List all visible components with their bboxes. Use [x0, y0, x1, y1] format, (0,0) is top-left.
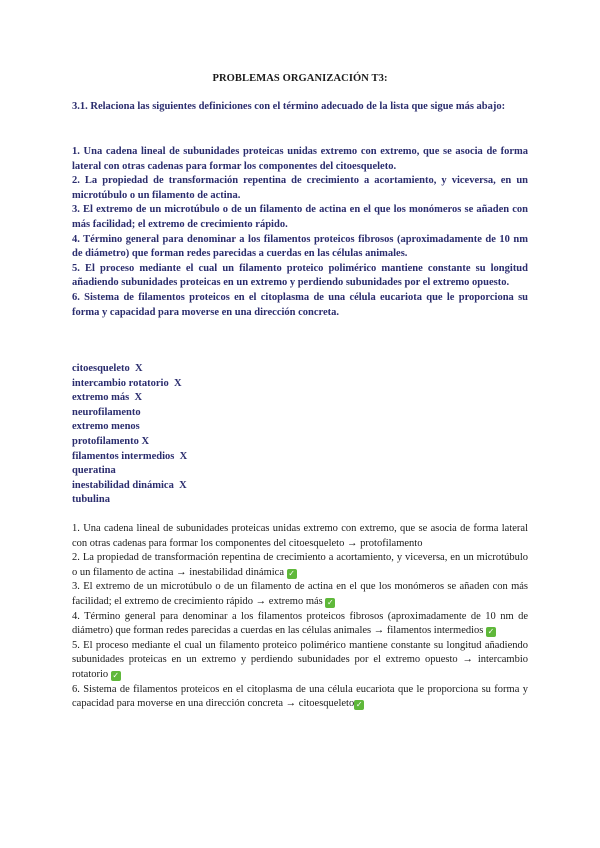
answer-text: 3. El extremo de un microtúbulo o de un filamento de actina en el que los monómeros se añaden con más facilidad; el extremo de crecimiento rápido → extremo más [72, 581, 528, 607]
question-item: 6. Sistema de filamentos proteicos en el citoplasma de una célula eucariota que le proporciona su forma y capacidad para moverse en una dirección concreta. [72, 291, 528, 318]
terms-list [72, 362, 372, 508]
term-item: queratina [72, 465, 116, 477]
answers-list [72, 522, 528, 712]
check-mark-icon: ✓ [487, 627, 495, 637]
term-item: extremo más X [72, 392, 143, 404]
check-mark-icon: ✓ [355, 700, 363, 710]
question-item: 2. La propiedad de transformación repentina de crecimiento a acortamiento, y viceversa, en un microtúbulo o un filamento de actina. [72, 175, 528, 201]
check-mark-icon: ✓ [288, 568, 295, 578]
term-item: tubulina [72, 494, 110, 506]
term-item: intercambio rotatorio X [72, 377, 182, 389]
term-item: extremo menos [72, 421, 140, 433]
answer-text: 4. Término general para denominar a los filamentos proteicos fibrosos (aproximadamente de 10 nm de diámetro) que forman redes parecidas a cuerdas en las células animales → filamentos intermedios [72, 610, 528, 637]
answer-item [72, 639, 528, 683]
exercise-intro: 3.1. Relaciona las siguientes definiciones con el término adecuado de la lista que sigue más abajo: [72, 101, 506, 112]
answer-item [72, 551, 528, 580]
page-title: PROBLEMAS ORGANIZACIÓN T3: [212, 73, 388, 84]
answer-text: 5. El proceso mediante el cual un filamento proteico polimérico mantiene constante su longitud añadiendo subunidades proteicas en un extremo y perdiendo subunidades por el extremo opuesto → intercambio rotatorio [72, 639, 528, 680]
questions-list [72, 145, 528, 320]
answer-item [72, 683, 528, 712]
term-item: filamentos intermedios X [72, 450, 188, 462]
answer-item [72, 580, 528, 609]
answer-item [72, 522, 528, 551]
term-item: protofilamento X [72, 435, 150, 447]
check-mark-icon: ✓ [112, 670, 120, 680]
question-item: 4. Término general para denominar a los filamentos proteicos fibrosos (aproximadamente de 10 nm de diámetro) que forman redes parecidas a cuerdas en las células animales. [72, 233, 528, 260]
answer-item [72, 610, 528, 639]
question-item: 5. El proceso mediante el cual un filamento proteico polimérico mantiene constante su longitud añadiendo subunidades proteicas en un extremo y perdiendo subunidades por el extremo opuesto. [72, 262, 528, 289]
answer-text: 2. La propiedad de transformación repentina de crecimiento a acortamiento, y viceversa, en un microtúbulo o un filamento de actina → inestabilidad dinámica [72, 552, 528, 578]
term-item: citoesqueleto X [72, 363, 143, 374]
check-mark-icon: ✓ [327, 597, 334, 607]
term-item: neurofilamento [72, 406, 141, 418]
answer-text: 1. Una cadena lineal de subunidades proteicas unidas extremo con extremo, que se asocia de forma lateral con otras cadenas para formar los componentes del citoesqueleto → protofilamento [72, 523, 528, 549]
question-item: 3. El extremo de un microtúbulo o de un filamento de actina en el que los monómeros se añaden con más facilidad; el extremo de crecimiento rápido. [72, 204, 528, 230]
question-item: 1. Una cadena lineal de subunidades proteicas unidas extremo con extremo, que se asocia de forma lateral con otras cadenas para formar los componentes del citoesqueleto. [72, 146, 528, 172]
term-item: inestabilidad dinámica X [72, 479, 187, 491]
answer-text: 6. Sistema de filamentos proteicos en el citoplasma de una célula eucariota que le proporciona su forma y capacidad para moverse en una dirección concreta → citoesqueleto [72, 683, 528, 710]
